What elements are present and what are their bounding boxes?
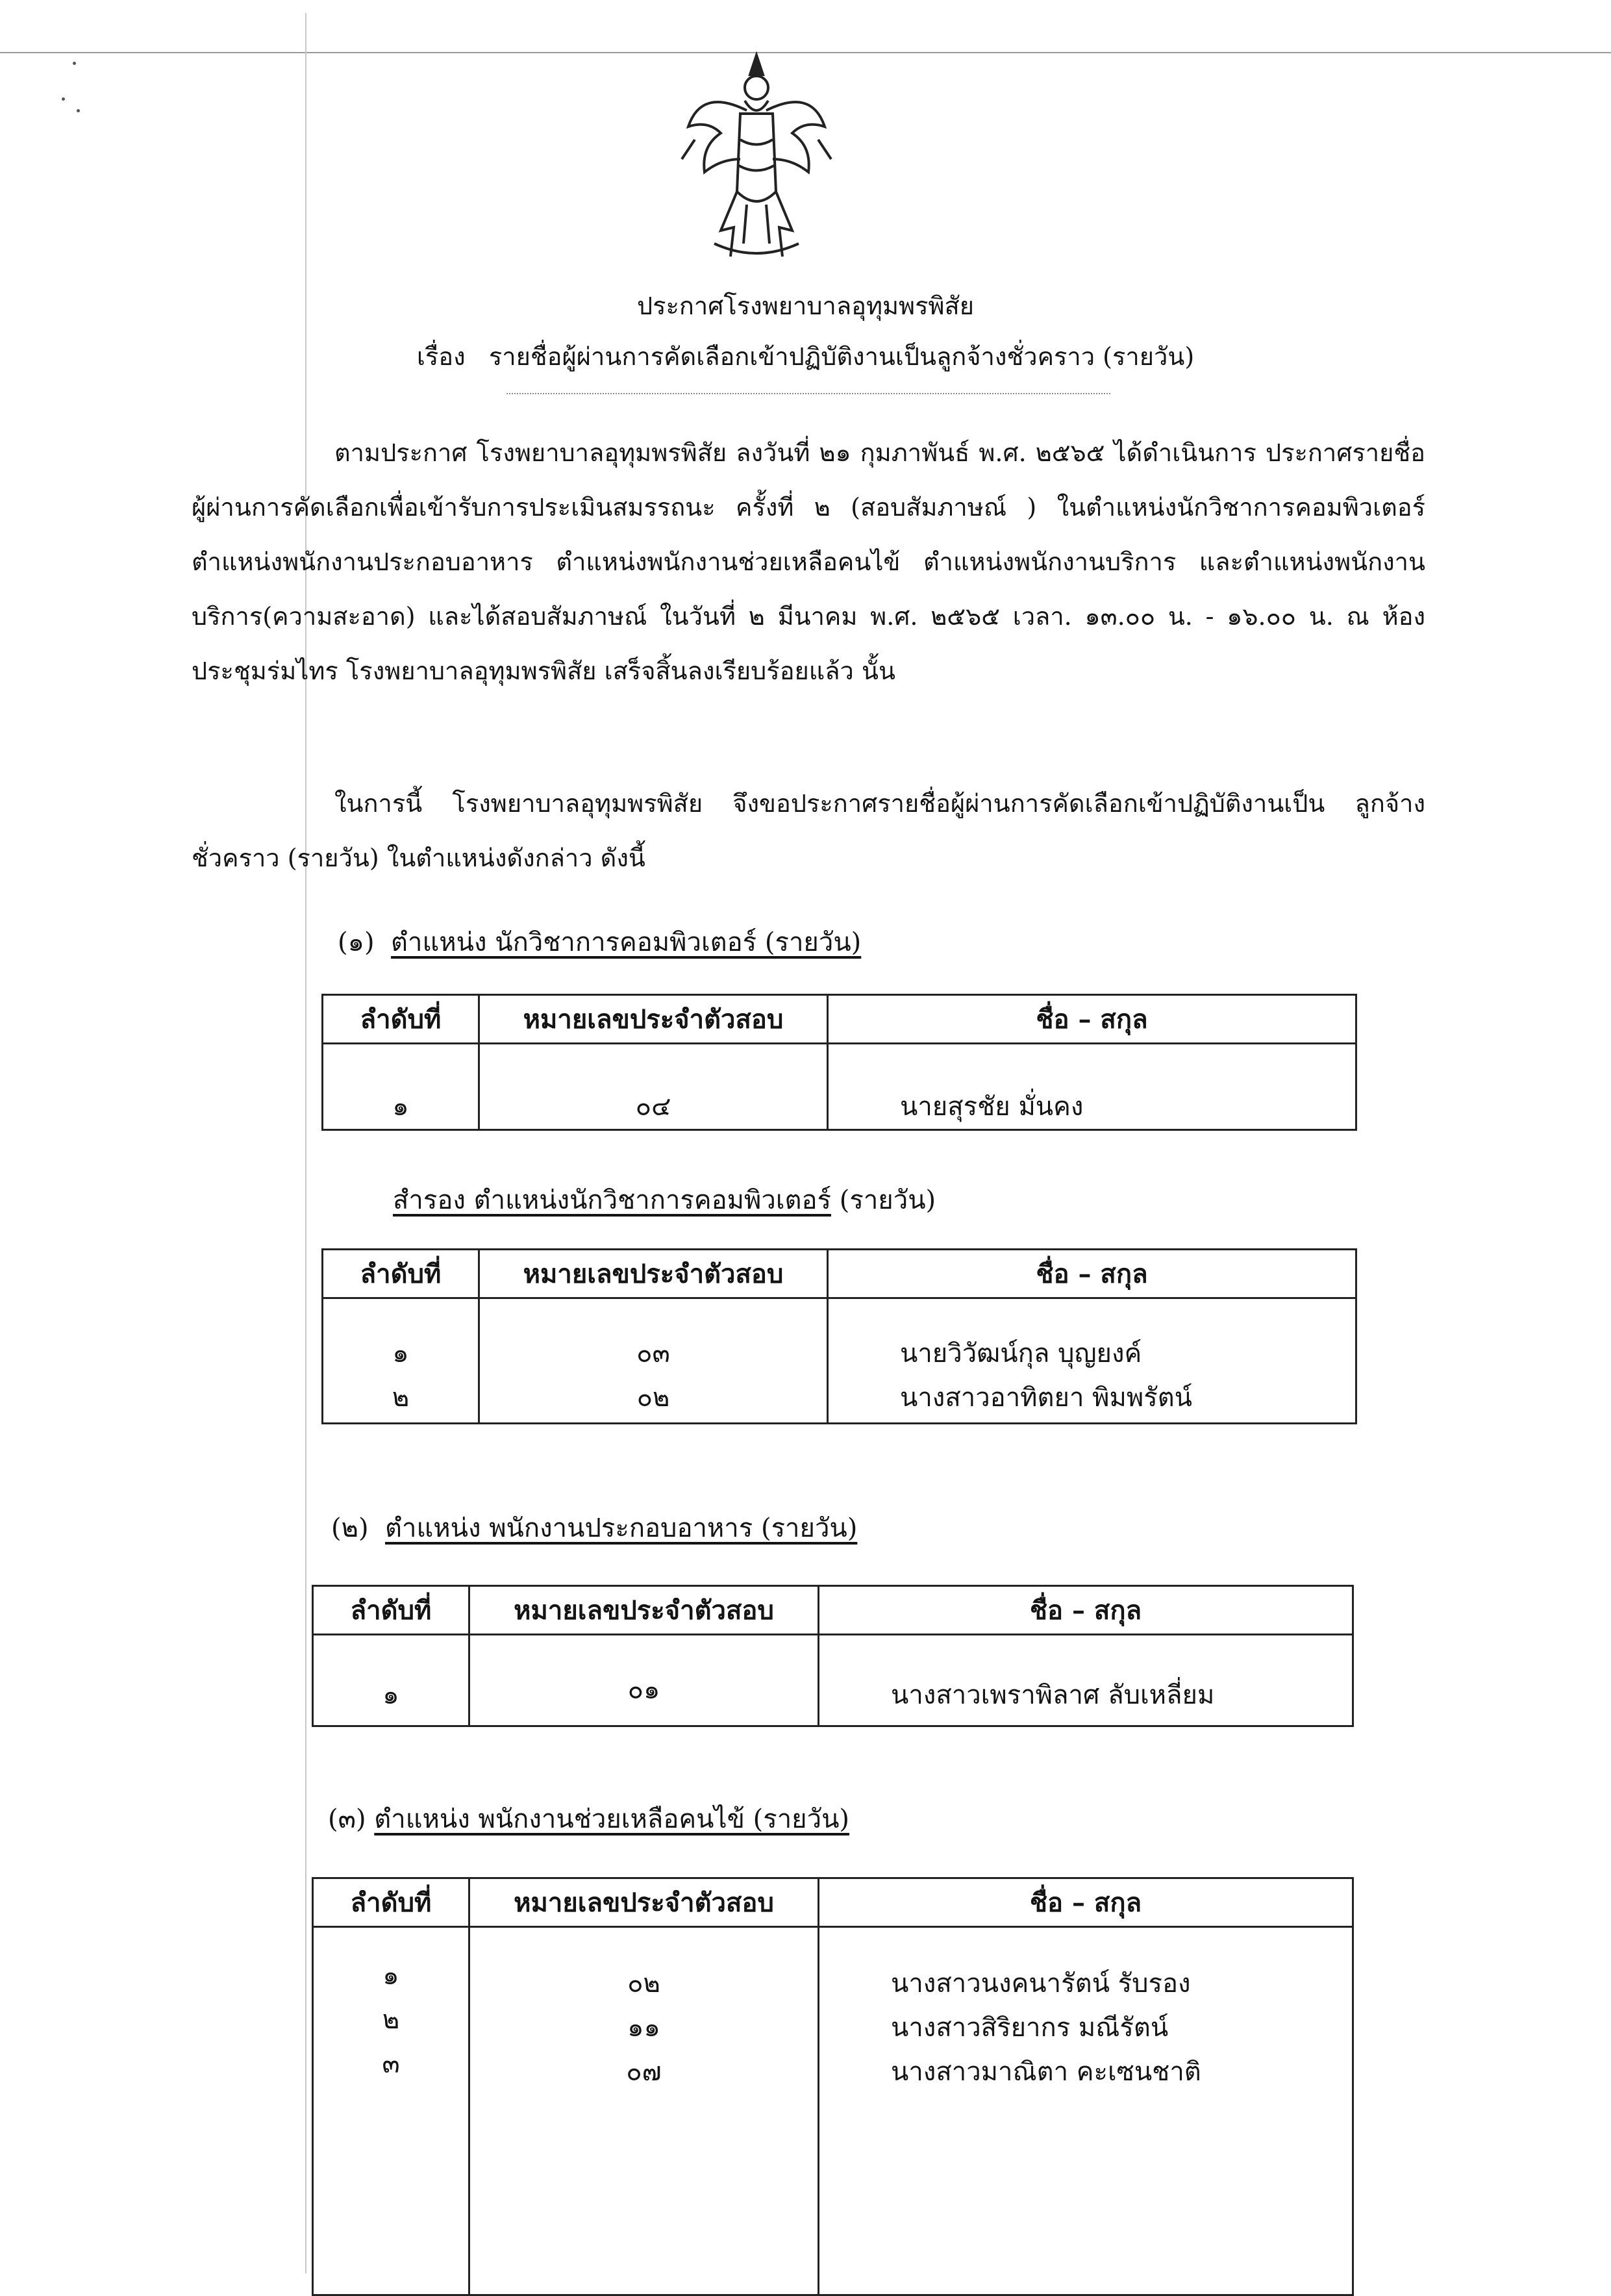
paragraph-2 [192, 776, 1425, 885]
subject-label: เรื่อง [416, 342, 466, 371]
results-table [321, 1248, 1357, 1424]
section-number: (๒) [331, 1513, 369, 1543]
cell-name: นายสุรชัย มั่นคง [828, 1044, 1356, 1130]
cell-order: ๑ ๒ [323, 1298, 479, 1424]
garuda-emblem-icon [675, 49, 838, 270]
results-table [312, 1877, 1354, 2296]
table-row [323, 1298, 1356, 1424]
cell-exam-id: ๐๔ [479, 1044, 828, 1130]
col-order: ลำดับที่ [323, 1250, 479, 1298]
paragraph-2-text: ในการนี้ โรงพยาบาลอุทุมพรพิสัย จึงขอประกาศรายชื่อผู้ผ่านการคัดเลือกเข้าปฏิบัติงานเป็น ลูกจ้างชั่วคราว (รายวัน) ในตำแหน่งดังกล่าว ดังนี้ [192, 789, 1425, 872]
table-row [313, 1927, 1353, 2295]
subject-text: รายชื่อผู้ผ่านการคัดเลือกเข้าปฏิบัติงานเป็นลูกจ้างชั่วคราว (รายวัน) [488, 342, 1195, 371]
col-exam-id: หมายเลขประจำตัวสอบ [479, 1250, 828, 1298]
cell-name: นางสาวเพราพิลาศ ลับเหลี่ยม [819, 1635, 1353, 1726]
table-row [313, 1635, 1353, 1726]
announcement-subject [0, 336, 1611, 376]
section-title: ตำแหน่ง พนักงานประกอบอาหาร (รายวัน) [385, 1513, 858, 1543]
scan-speck [62, 97, 65, 101]
cell-order: ๑ [323, 1044, 479, 1130]
paragraph-1-text: ตามประกาศ โรงพยาบาลอุทุมพรพิสัย ลงวันที่ ๒๑ กุมภาพันธ์ พ.ศ. ๒๕๖๕ ได้ดำเนินการ ประกาศรายชื่อผู้ผ่านการคัดเลือกเพื่อเข้ารับการประเมินสมรรถนะ ครั้งที่ ๒ (สอบสัมภาษณ์ ) ในตำแหน่งนักวิชาการคอมพิวเตอร์ ตำแหน่งพนักงานประกอบอาหาร ตำแหน่งพนักงานช่วยเหลือคนไข้ ตำแหน่งพนักงานบริการ และตำแหน่งพนักงานบริการ(ความสะอาด) และได้สอบสัมภาษณ์ ในวันที่ ๒ มีนาคม พ.ศ. ๒๕๖๕ เวลา. ๑๓.๐๐ น. - ๑๖.๐๐ น. ณ ห้องประชุมร่มไทร โรงพยาบาลอุทุมพรพิสัย เสร็จสิ้นลงเรียบร้อยแล้ว นั้น [192, 438, 1425, 685]
results-table [312, 1585, 1354, 1727]
section-number: (๑) [338, 927, 375, 957]
scan-speck [73, 62, 76, 65]
col-name: ชื่อ – สกุล [828, 1250, 1356, 1298]
announcement-title: ประกาศโรงพยาบาลอุทุมพรพิสัย [636, 292, 975, 320]
paragraph-1 [192, 425, 1425, 698]
cell-exam-id: ๐๓ ๐๒ [479, 1298, 828, 1424]
table-header-row [323, 995, 1356, 1044]
table-header-row [313, 1586, 1353, 1635]
scan-speck [77, 109, 80, 112]
col-name: ชื่อ – สกุล [819, 1878, 1353, 1927]
col-order: ลำดับที่ [313, 1586, 469, 1635]
col-exam-id: หมายเลขประจำตัวสอบ [479, 995, 828, 1044]
table-header-row [313, 1878, 1353, 1927]
section-heading [393, 1179, 936, 1220]
col-exam-id: หมายเลขประจำตัวสอบ [469, 1586, 819, 1635]
section-title: ตำแหน่ง พนักงานช่วยเหลือคนไข้ (รายวัน) [374, 1804, 850, 1834]
col-order: ลำดับที่ [323, 995, 479, 1044]
cell-order: ๑ [313, 1635, 469, 1726]
col-order: ลำดับที่ [313, 1878, 469, 1927]
header-divider [506, 393, 1110, 394]
cell-order: ๑ ๒ ๓ [313, 1927, 469, 2295]
cell-exam-id: ๐๒ ๑๑ ๐๗ [469, 1927, 819, 2295]
section-title-suffix: (รายวัน) [839, 1185, 936, 1215]
section-number: (๓) [328, 1804, 366, 1834]
section-heading [338, 921, 861, 963]
results-table [321, 994, 1357, 1131]
col-exam-id: หมายเลขประจำตัวสอบ [469, 1878, 819, 1927]
section-title: สำรอง ตำแหน่งนักวิชาการคอมพิวเตอร์ [393, 1185, 832, 1215]
cell-name: นางสาวนงคนารัตน์ รับรอง นางสาวสิริยากร มณีรัตน์ นางสาวมาณิตา คะเซนชาติ [819, 1927, 1353, 2295]
cell-name: นายวิวัฒน์กุล บุญยงค์ นางสาวอาทิตยา พิมพรัตน์ [828, 1298, 1356, 1424]
col-name: ชื่อ – สกุล [828, 995, 1356, 1044]
section-title: ตำแหน่ง นักวิชาการคอมพิวเตอร์ (รายวัน) [391, 927, 862, 957]
table-row [323, 1044, 1356, 1130]
table-header-row [323, 1250, 1356, 1298]
cell-exam-id: ๐๑ [469, 1635, 819, 1726]
section-heading [331, 1507, 857, 1548]
section-heading [328, 1798, 849, 1839]
col-name: ชื่อ – สกุล [819, 1586, 1353, 1635]
